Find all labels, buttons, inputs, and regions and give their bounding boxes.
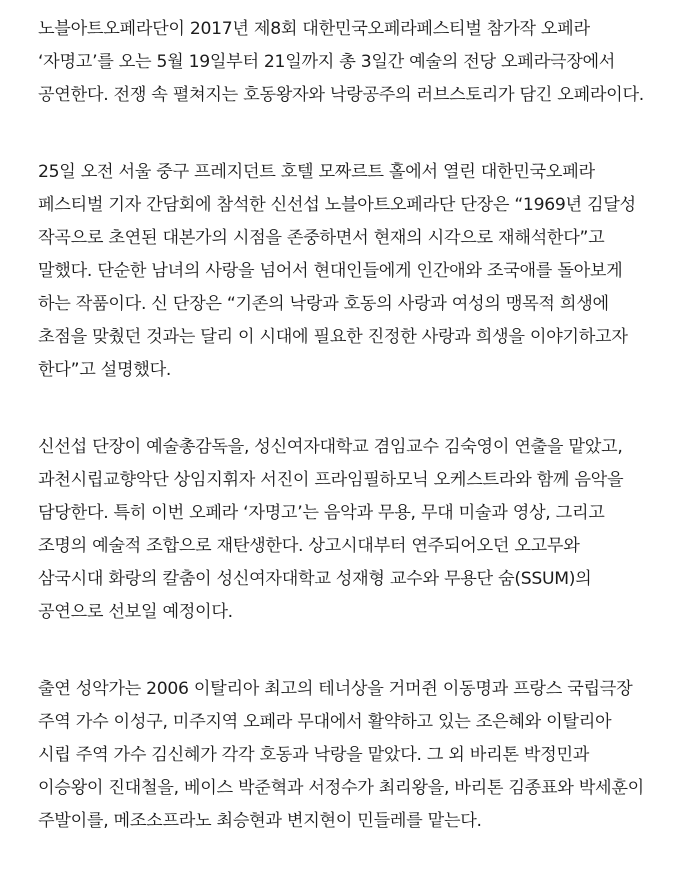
text-line: 담당한다. 특히 이번 오페라 ‘자명고’는 음악과 무용, 무대 미술과 영상, 그리고 xyxy=(38,503,605,523)
text-line: 초점을 맞췄던 것과는 달리 이 시대에 필요한 진정한 사랑과 희생을 이야기하고자 xyxy=(38,327,628,347)
text-line: 출연 성악가는 2006 이탈리아 최고의 테너상을 거머쥔 이동명과 프랑스 국립극장 xyxy=(38,679,633,699)
text-line: 하는 작품이다. 신 단장은 “기존의 낙랑과 호동의 사랑과 여성의 맹목적 희생에 xyxy=(38,294,609,314)
text-line: 작곡으로 초연된 대본가의 시점을 존중하면서 현재의 시각으로 재해석한다”고 xyxy=(38,228,605,248)
text-line: 공연한다. 전쟁 속 펼쳐지는 호동왕자와 낙랑공주의 러브스토리가 담긴 오페라이다. xyxy=(38,85,644,105)
text-line: 말했다. 단순한 남녀의 사랑을 넘어서 현대인들에게 인간애와 조국애를 돌아보게 xyxy=(38,261,623,281)
text-line: 한다”고 설명했다. xyxy=(38,360,172,380)
text-line: 조명의 예술적 조합으로 재탄생한다. 상고시대부터 연주되어오던 오고무와 xyxy=(38,536,580,556)
text-line: 공연으로 선보일 예정이다. xyxy=(38,602,233,622)
text-line: 시립 주역 가수 김신혜가 각각 호동과 낙랑을 맡았다. 그 외 바리톤 박정민과 xyxy=(38,745,590,765)
text-line: 이승왕이 진대철을, 베이스 박준혁과 서정수가 최리왕을, 바리톤 김종표와 박세훈이 xyxy=(38,778,644,798)
text-line: 신선섭 단장이 예술총감독을, 성신여자대학교 겸임교수 김숙영이 연출을 맡았고, xyxy=(38,437,623,457)
text-line: ‘자명고’를 오는 5월 19일부터 21일까지 총 3일간 예술의 전당 오페라극장에서 xyxy=(38,52,616,72)
paragraph-production xyxy=(38,431,678,629)
text-line: 25일 오전 서울 중구 프레지던트 호텔 모짜르트 홀에서 열린 대한민국오페라 xyxy=(38,162,595,182)
paragraph-intro xyxy=(38,13,678,112)
text-line: 삼국시대 화랑의 칼춤이 성신여자대학교 성재형 교수와 무용단 숨(SSUM)의 xyxy=(38,569,592,589)
text-line: 주역 가수 이성구, 미주지역 오페라 무대에서 활약하고 있는 조은혜와 이탈리아 xyxy=(38,712,612,732)
paragraph-cast xyxy=(38,673,678,838)
text-line: 과천시립교향악단 상임지휘자 서진이 프라임필하모닉 오케스트라와 함께 음악을 xyxy=(38,470,624,490)
article-body xyxy=(38,13,678,882)
paragraph-press-conference xyxy=(38,156,678,387)
text-line: 주발이를, 메조소프라노 최승현과 변지현이 민들레를 맡는다. xyxy=(38,811,482,831)
text-line: 페스티벌 기자 간담회에 참석한 신선섭 노블아트오페라단 단장은 “1969년 김달성 xyxy=(38,195,636,215)
text-line: 노블아트오페라단이 2017년 제8회 대한민국오페라페스티벌 참가작 오페라 xyxy=(38,19,590,39)
